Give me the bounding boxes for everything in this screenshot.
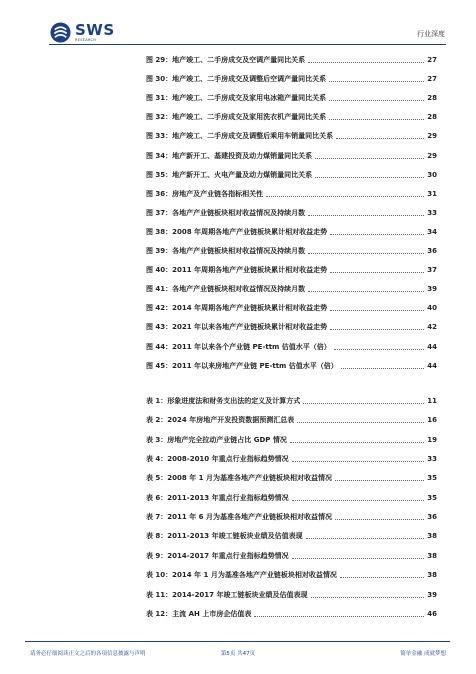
toc-entry-page: 44 xyxy=(427,342,437,351)
toc-entry-page: 34 xyxy=(427,227,437,236)
toc-entry-page: 35 xyxy=(427,474,437,483)
toc-figure-entry[interactable] xyxy=(0,264,476,276)
toc-dot-leader xyxy=(336,138,424,139)
toc-table-entry[interactable] xyxy=(0,472,476,484)
toc-entry-label: 图 44：2011 年以来各个产业链 PE-ttm 估值水平（倍） xyxy=(146,342,331,351)
toc-entry-label: 图 30：地产竣工、二手房成交及调整后空调产量同比关系 xyxy=(146,75,327,84)
toc-figure-entry[interactable] xyxy=(0,341,476,353)
document-type: 行业深度 xyxy=(417,30,445,38)
toc-entry-page: 36 xyxy=(427,247,437,255)
toc-figure-entry[interactable] xyxy=(0,130,476,142)
toc-figure-entry[interactable] xyxy=(0,73,476,85)
toc-entry-page: 40 xyxy=(427,304,437,313)
toc-figure-entry[interactable] xyxy=(0,188,476,200)
toc-figure-entry[interactable] xyxy=(0,169,476,181)
toc-figure-entry[interactable] xyxy=(0,54,476,66)
toc-table-entry[interactable] xyxy=(0,511,476,523)
toc-entry-page: 35 xyxy=(427,493,437,502)
toc-entry-label: 图 42：2014 年周期各地产产业链板块累计相对收益走势 xyxy=(146,304,328,313)
toc-entry-label: 图 31：地产竣工、二手房成交及家用电冰箱产量同比关系 xyxy=(146,94,327,103)
toc-dot-leader xyxy=(311,597,424,598)
toc-entry-label: 表 4：2008-2010 年重点行业指标趋势情况 xyxy=(146,455,289,464)
toc-dot-leader xyxy=(266,196,424,197)
page-number: 第5页 共47页 xyxy=(220,651,256,657)
toc-entry-page: 29 xyxy=(427,151,437,160)
toc-entry-page: 19 xyxy=(427,435,437,444)
toc-entry-label: 图 35：地产新开工、火电产量及动力煤销量同比关系 xyxy=(146,170,313,179)
toc-figure-entry[interactable] xyxy=(0,245,476,257)
toc-entry-label: 图 38：2008 年周期各地产产业链板块累计相对收益走势 xyxy=(146,227,328,236)
toc-entry-label: 图 32：地产竣工、二手房成交及家用洗衣机产量同比关系 xyxy=(146,113,327,122)
toc-entry-label: 图 29：地产竣工、二手房成交及空调产量同比关系 xyxy=(146,56,306,64)
toc-entry-label: 表 5：2008 年 1 月为基准各地产产业链板块相对收益情况 xyxy=(146,474,332,483)
toc-table-entry[interactable] xyxy=(0,434,476,446)
toc-entry-label: 图 45：2011 年以来房地产产业链 PE-ttm 估值水平（倍） xyxy=(146,361,338,370)
toc-figure-entry[interactable] xyxy=(0,283,476,295)
toc-dot-leader xyxy=(290,442,424,443)
toc-dot-leader xyxy=(329,119,424,120)
toc-entry-label: 图 39：各地产产业链板块相对收益情况及持续月数 xyxy=(146,247,306,255)
toc-dot-leader xyxy=(292,500,424,501)
toc-entry-page: 28 xyxy=(427,113,437,122)
toc-entry-label: 表 7：2011 年 6 月为基准各地产产业链板块相对收益情况 xyxy=(146,513,332,522)
toc-entry-page: 11 xyxy=(427,397,437,405)
toc-dot-leader xyxy=(335,480,424,481)
toc-entry-page: 33 xyxy=(427,208,437,217)
logo-subtext: RESEARCH xyxy=(75,37,97,42)
toc-dot-leader xyxy=(330,310,424,311)
footer-slogan: 简单金融 成就梦想 xyxy=(400,651,446,657)
toc-dot-leader xyxy=(292,558,424,559)
toc-table-entry[interactable] xyxy=(0,492,476,504)
toc-entry-label: 表 6：2011-2013 年重点行业指标趋势情况 xyxy=(146,493,289,502)
toc-entry-label: 表 2：2024 年房地产开发投资数据预测汇总表 xyxy=(146,416,295,425)
toc-entry-page: 30 xyxy=(427,170,437,179)
toc-entry-page: 38 xyxy=(427,571,437,580)
toc-entry-page: 29 xyxy=(427,132,437,141)
toc-dot-leader xyxy=(297,422,424,423)
toc-figure-entry[interactable] xyxy=(0,150,476,162)
toc-entry-label: 图 43：2021 年以来各地产产业链板块累计相对收益走势 xyxy=(146,323,328,332)
toc-dot-leader xyxy=(308,291,424,292)
toc-entry-label: 表 8：2011-2013 年竣工链板块业绩及估值表现 xyxy=(146,532,303,541)
toc-dot-leader xyxy=(330,329,424,330)
toc-dot-leader xyxy=(292,461,424,462)
toc-table-entry[interactable] xyxy=(0,608,476,620)
toc-dot-leader xyxy=(329,100,424,101)
toc-table-entry[interactable] xyxy=(0,395,476,407)
toc-entry-label: 图 33：地产竣工、二手房成交及调整后乘用车销量同比关系 xyxy=(146,132,334,141)
toc-entry-label: 图 37：各地产产业链板块相对收益情况及持续月数 xyxy=(146,208,306,217)
logo-mark-icon xyxy=(50,22,71,43)
toc-figure-entry[interactable] xyxy=(0,321,476,333)
toc-dot-leader xyxy=(308,215,424,216)
toc-dot-leader xyxy=(315,177,424,178)
toc-dot-leader xyxy=(308,62,424,63)
toc-figure-entry[interactable] xyxy=(0,92,476,104)
sws-logo xyxy=(50,22,115,43)
toc-entry-page: 27 xyxy=(427,75,437,84)
toc-table-entry[interactable] xyxy=(0,453,476,465)
toc-table-entry[interactable] xyxy=(0,530,476,542)
toc-entry-page: 27 xyxy=(427,56,437,64)
toc-table-entry[interactable] xyxy=(0,569,476,581)
toc-table-entry[interactable] xyxy=(0,414,476,426)
footer-divider xyxy=(25,641,450,642)
toc-entry-page: 38 xyxy=(427,551,437,560)
toc-entry-page: 37 xyxy=(427,266,437,275)
toc-dot-leader xyxy=(341,368,424,369)
page-header xyxy=(0,0,476,46)
toc-entry-label: 表 3：房地产完全拉动产业链占比 GDP 情况 xyxy=(146,435,287,444)
toc-table-entry[interactable] xyxy=(0,589,476,601)
toc-entry-label: 表 1：形象进度法和财务支出法的定义及计算方式 xyxy=(146,397,301,405)
toc-entry-label: 表 12：主流 AH 上市房企估值表 xyxy=(146,609,252,618)
toc-entry-label: 图 34：地产新开工、基建投资及动力煤销量同比关系 xyxy=(146,151,313,160)
toc-entry-label: 表 11：2014-2017 年竣工链板块业绩及估值表现 xyxy=(146,590,308,599)
toc-dot-leader xyxy=(330,272,424,273)
toc-entry-page: 28 xyxy=(427,94,437,103)
toc-dot-leader xyxy=(306,538,424,539)
toc-dot-leader xyxy=(308,253,424,254)
toc-entry-page: 31 xyxy=(427,189,437,198)
header-divider xyxy=(49,44,446,45)
footer-disclaimer: 请务必仔细阅读正文之后的各项信息披露与声明 xyxy=(30,651,146,657)
toc-entry-label: 表 10：2014 年 1 月为基准各地产产业链板块相对收益情况 xyxy=(146,571,337,580)
toc-entry-page: 39 xyxy=(427,590,437,599)
toc-dot-leader xyxy=(335,519,424,520)
toc-dot-leader xyxy=(340,577,424,578)
toc-dot-leader xyxy=(329,81,424,82)
toc-dot-leader xyxy=(330,234,424,235)
toc-dot-leader xyxy=(334,349,424,350)
toc-entry-label: 图 40：2011 年周期各地产产业链板块累计相对收益走势 xyxy=(146,266,328,275)
toc-dot-leader xyxy=(254,616,424,617)
toc-entry-page: 38 xyxy=(427,532,437,541)
toc-entry-page: 46 xyxy=(427,609,437,618)
toc-entry-page: 44 xyxy=(427,361,437,370)
toc-entry-page: 42 xyxy=(427,323,437,332)
toc-figure-entry[interactable] xyxy=(0,226,476,238)
toc-figure-entry[interactable] xyxy=(0,207,476,219)
toc-dot-leader xyxy=(303,403,424,404)
toc-figure-entry[interactable] xyxy=(0,111,476,123)
toc-entry-label: 表 9：2014-2017 年重点行业指标趋势情况 xyxy=(146,551,289,560)
toc-entry-page: 16 xyxy=(427,416,437,425)
toc-entry-page: 36 xyxy=(427,513,437,522)
toc-dot-leader xyxy=(315,158,424,159)
toc-table-entry[interactable] xyxy=(0,550,476,562)
toc-entry-label: 图 36：房地产及产业链各指标相关性 xyxy=(146,189,264,198)
toc-figure-entry[interactable] xyxy=(0,302,476,314)
toc-entry-label: 图 41：各地产产业链板块相对收益情况及持续月数 xyxy=(146,285,306,294)
toc-figure-entry[interactable] xyxy=(0,360,476,372)
toc-entry-page: 33 xyxy=(427,455,437,464)
toc-entry-page: 39 xyxy=(427,285,437,294)
logo-text: SWS xyxy=(75,20,115,39)
